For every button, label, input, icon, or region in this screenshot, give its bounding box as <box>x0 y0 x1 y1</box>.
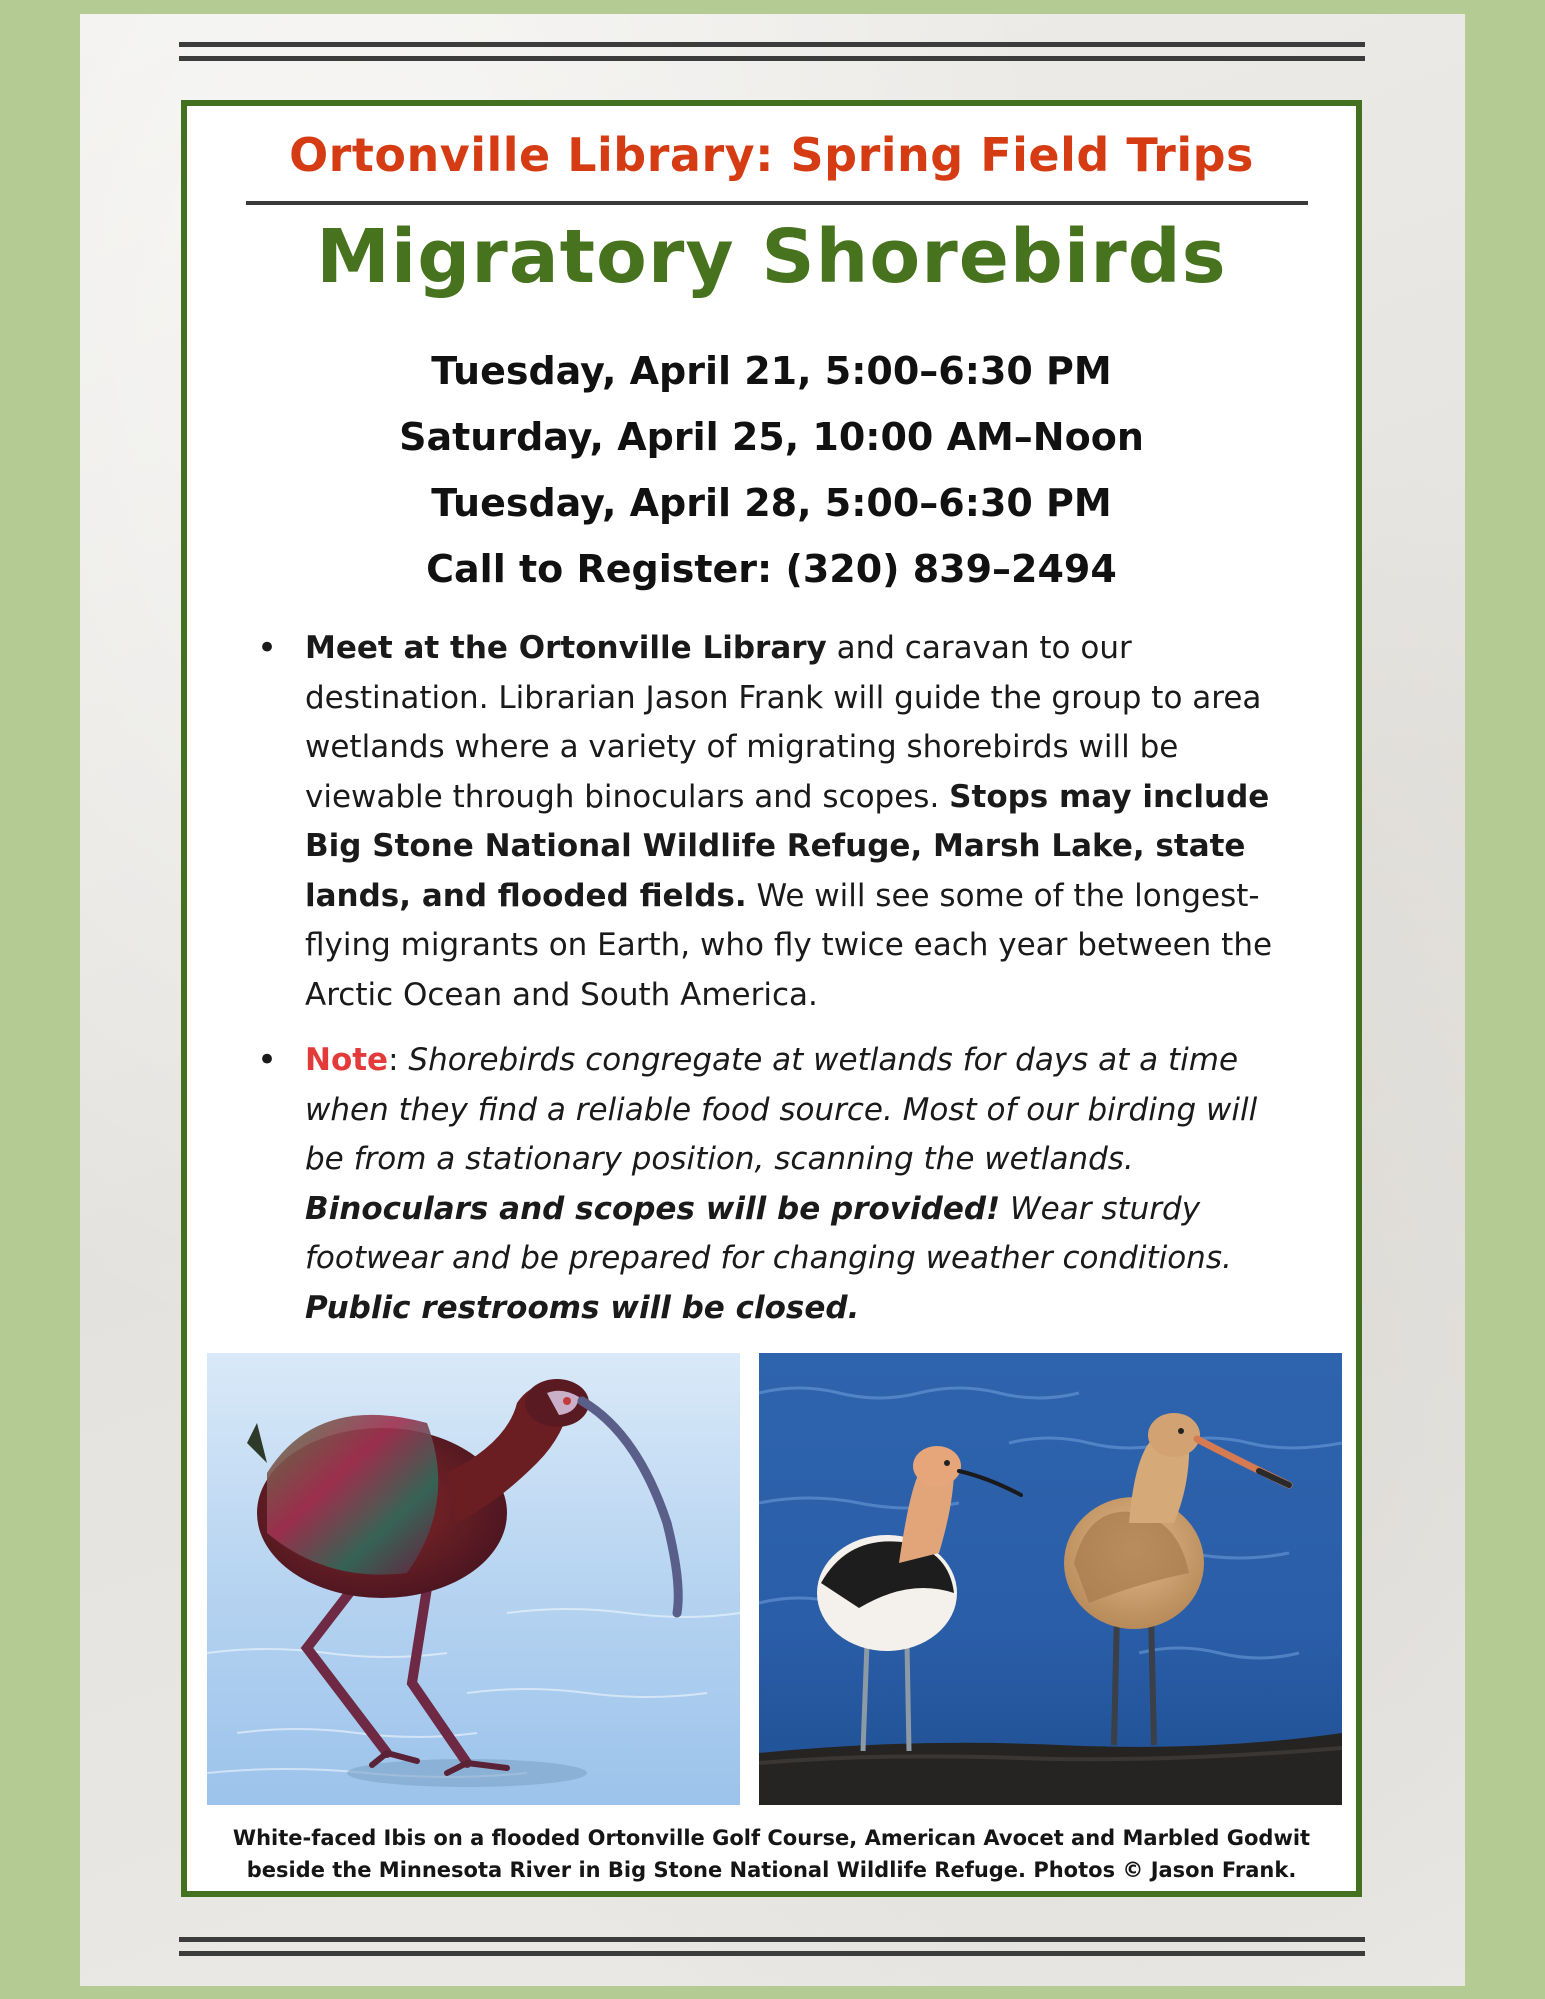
bullet-icon: • <box>257 628 278 668</box>
event-title: Migratory Shorebirds <box>316 214 1227 300</box>
schedule-date: Saturday, April 25, 10:00 AM–Noon <box>399 415 1144 459</box>
heading-divider <box>246 201 1308 205</box>
series-heading: Ortonville Library: Spring Field Trips <box>289 128 1254 182</box>
ibis-illustration <box>207 1353 740 1805</box>
meet-paragraph: • Meet at the Ortonville Library and caravan to our destination. Librarian Jason Frank will guide the group to area wetlands where a variety of migrating shorebirds will be viewable through binoculars and scopes. Stops may include Big Stone National Wildlife Refuge, Marsh Lake, state lands, and flooded fields. We will see some of the longest-flying migrants on Earth, who fly twice each year between the Arctic Ocean and South America. <box>277 624 1297 1020</box>
schedule <box>187 338 1356 602</box>
avocet-godwit-illustration <box>759 1353 1342 1805</box>
ibis-photo <box>207 1353 740 1805</box>
schedule-date: Tuesday, April 21, 5:00–6:30 PM <box>431 349 1112 393</box>
top-rule-2 <box>179 56 1365 61</box>
bullet-icon: • <box>257 1040 278 1080</box>
photo-caption: White-faced Ibis on a flooded Ortonville Golf Course, American Avocet and Marbled Godwit beside the Minnesota River in Big Stone National Wildlife Refuge. Photos © Jason Frank. <box>232 1826 1311 1882</box>
bottom-rule-2 <box>179 1951 1365 1956</box>
details-list <box>257 624 1297 1349</box>
top-rule-1 <box>179 42 1365 47</box>
register-phone: Call to Register: (320) 839–2494 <box>426 547 1117 591</box>
note-label: Note <box>305 1042 389 1078</box>
flyer-card <box>181 100 1362 1897</box>
schedule-date: Tuesday, April 28, 5:00–6:30 PM <box>431 481 1112 525</box>
note-paragraph: • Note: Shorebirds congregate at wetlands for days at a time when they find a reliable food source. Most of our birding will be from a stationary position, scanning the wetlands. Binoculars and scopes will be provided! Wear sturdy footwear and be prepared for changing weather conditions. Public restrooms will be closed. <box>277 1036 1297 1333</box>
bottom-rule-1 <box>179 1937 1365 1942</box>
avocet-godwit-photo <box>759 1353 1342 1805</box>
